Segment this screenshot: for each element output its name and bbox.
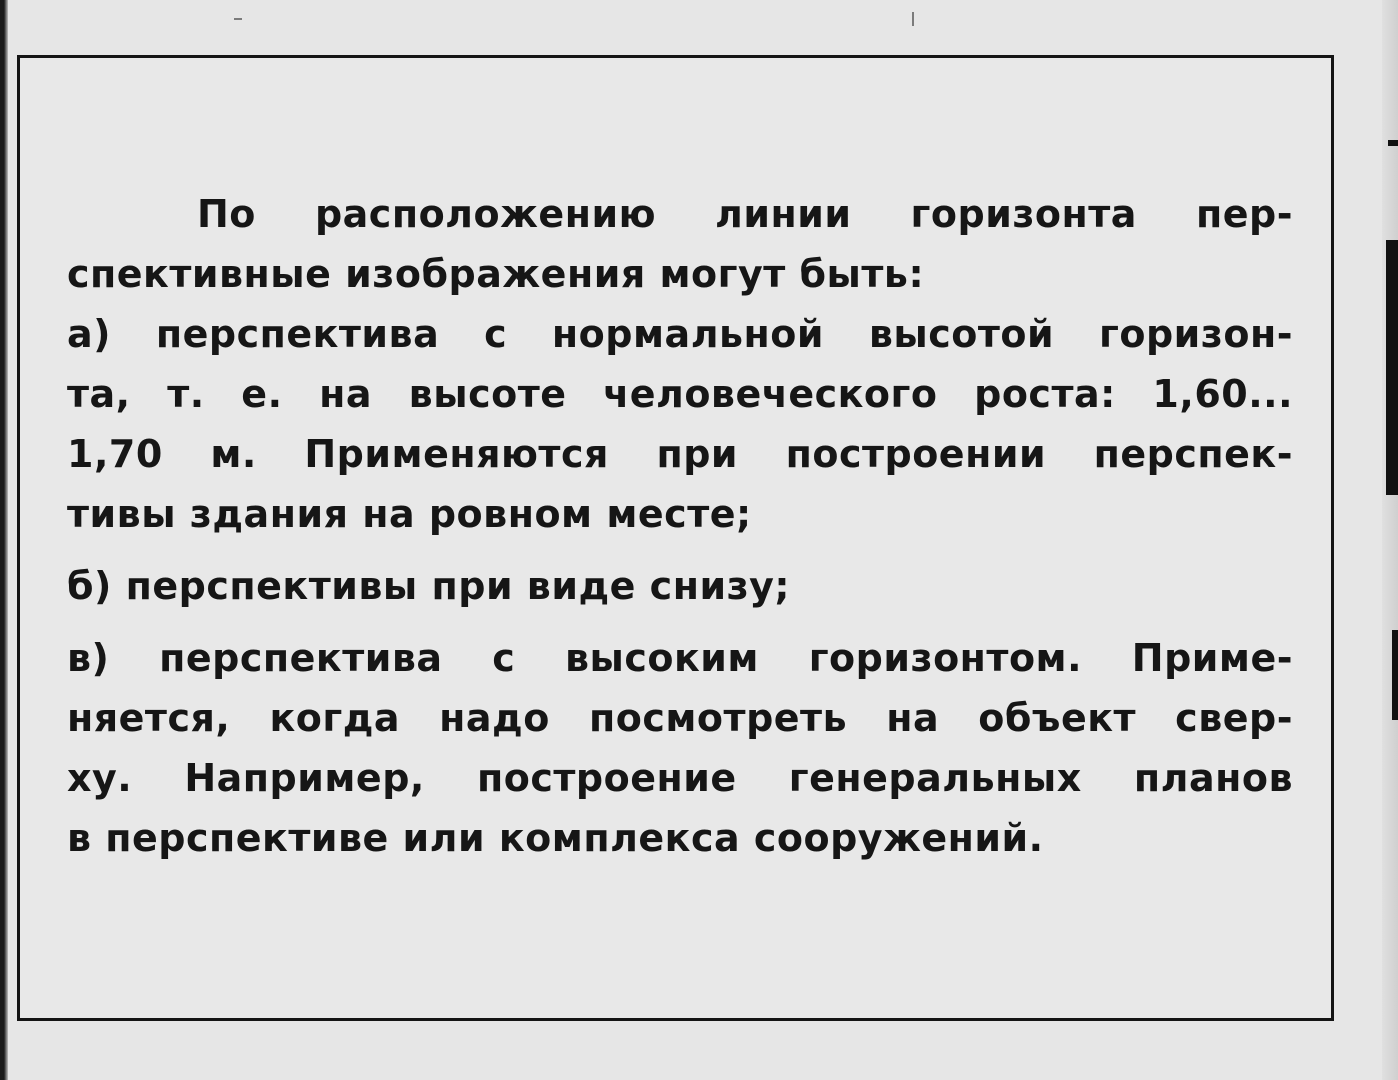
text-line: спективные изображения могут быть:	[67, 252, 925, 296]
text-line: а) перспектива с нормальной высотой горизон-	[67, 312, 1293, 356]
text-line: б) перспективы при виде снизу;	[67, 564, 791, 608]
film-edge-left	[0, 0, 8, 1080]
film-sprocket-mark	[1386, 240, 1398, 495]
film-sprocket-mark	[1388, 140, 1398, 146]
text-line: 1,70 м. Применяются при построении перспек-	[67, 432, 1293, 476]
dust-speck	[234, 18, 242, 20]
text-line: ху. Например, построение генеральных планов	[67, 756, 1293, 800]
film-edge-right	[1382, 0, 1398, 1080]
dust-speck	[912, 12, 914, 26]
text-line: та, т. е. на высоте человеческого роста: 1,60...	[67, 372, 1293, 416]
text-line: в перспективе или комплекса сооружений.	[67, 816, 1044, 860]
slide-frame	[17, 55, 1334, 1021]
text-line: в) перспектива с высоким горизонтом. Приме-	[67, 636, 1293, 680]
text-line: По расположению линии горизонта пер-	[197, 192, 1293, 236]
text-line: няется, когда надо посмотреть на объект свер-	[67, 696, 1293, 740]
film-sprocket-mark	[1392, 630, 1398, 720]
text-line: тивы здания на ровном месте;	[67, 492, 752, 536]
slide-text	[67, 184, 1293, 868]
